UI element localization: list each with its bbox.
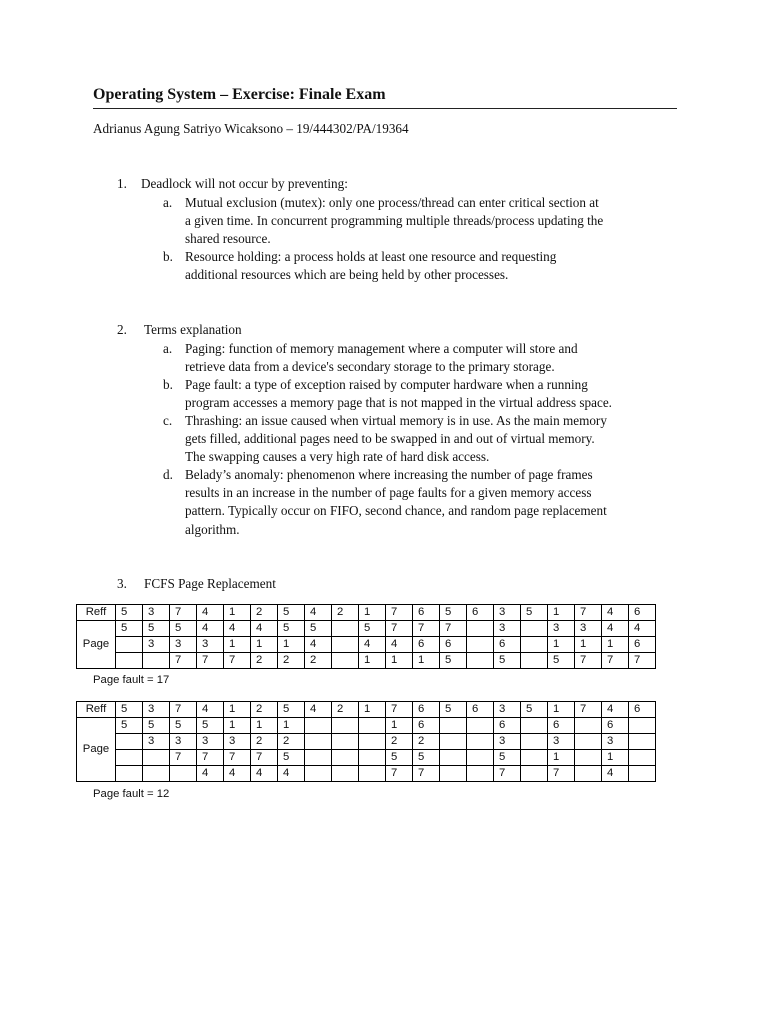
reference-cell: 1 xyxy=(359,702,386,718)
frame-cell: 6 xyxy=(440,637,467,653)
frame-cell: 7 xyxy=(170,750,197,766)
reference-row xyxy=(77,605,656,621)
item-text-line: results in an increase in the number of page faults for a given memory access xyxy=(185,485,592,501)
fcfs-table-4-frames xyxy=(76,701,656,782)
frame-cell: 1 xyxy=(413,653,440,669)
frame-cell xyxy=(332,766,359,782)
frame-cell: 7 xyxy=(413,766,440,782)
item-label: b. xyxy=(163,377,173,392)
frame-cell: 6 xyxy=(548,718,575,734)
fcfs-table-3-frames xyxy=(76,604,656,669)
frame-cell: 6 xyxy=(413,718,440,734)
frame-cell xyxy=(467,750,494,766)
frame-cell: 4 xyxy=(602,766,629,782)
frame-cell: 5 xyxy=(170,621,197,637)
frame-cell xyxy=(359,718,386,734)
frame-cell: 4 xyxy=(629,621,656,637)
reference-cell: 4 xyxy=(305,702,332,718)
q2-heading-text: Terms explanation xyxy=(144,322,242,337)
reference-cell: 4 xyxy=(305,605,332,621)
item-text-line: Resource holding: a process holds at least one resource and requesting xyxy=(185,249,557,264)
reference-cell: 7 xyxy=(170,605,197,621)
frame-cell: 6 xyxy=(629,637,656,653)
frame-cell: 2 xyxy=(251,734,278,750)
frame-cell xyxy=(116,734,143,750)
frame-cell xyxy=(332,718,359,734)
item-text-line: gets filled, additional pages need to be swapped in and out of virtual memory. xyxy=(185,431,595,447)
frame-cell: 3 xyxy=(494,621,521,637)
frame-cell xyxy=(440,766,467,782)
frame-cell: 1 xyxy=(251,718,278,734)
q2-item-d xyxy=(163,466,675,539)
frame-cell: 5 xyxy=(278,621,305,637)
frame-cell xyxy=(359,750,386,766)
frame-cell: 2 xyxy=(251,653,278,669)
frame-cell: 3 xyxy=(548,734,575,750)
frame-cell: 6 xyxy=(494,718,521,734)
frame-cell: 3 xyxy=(575,621,602,637)
frame-cell xyxy=(305,734,332,750)
reference-cell: 5 xyxy=(116,702,143,718)
item-label: d. xyxy=(163,467,173,482)
frame-cell: 1 xyxy=(278,718,305,734)
frame-cell: 7 xyxy=(170,653,197,669)
frame-cell xyxy=(521,653,548,669)
frame-cell: 1 xyxy=(386,718,413,734)
frame-cell: 5 xyxy=(386,750,413,766)
reference-cell: 5 xyxy=(521,702,548,718)
frame-cell: 7 xyxy=(602,653,629,669)
frame-cell: 1 xyxy=(224,637,251,653)
reference-cell: 1 xyxy=(224,605,251,621)
frame-cell: 2 xyxy=(413,734,440,750)
frame-cell xyxy=(467,637,494,653)
reference-cell: 1 xyxy=(548,702,575,718)
frame-cell xyxy=(467,653,494,669)
frame-cell xyxy=(332,621,359,637)
item-text-line: Thrashing: an issue caused when virtual memory is in use. As the main memory xyxy=(185,413,607,428)
reference-cell: 1 xyxy=(548,605,575,621)
reference-cell: 6 xyxy=(413,702,440,718)
reference-cell: 4 xyxy=(602,605,629,621)
reference-cell: 6 xyxy=(629,702,656,718)
reference-cell: 4 xyxy=(602,702,629,718)
reference-cell: 3 xyxy=(494,702,521,718)
frame-cell: 5 xyxy=(116,621,143,637)
frame-row xyxy=(77,750,656,766)
page-fault-count-1: Page fault = 17 xyxy=(93,674,170,686)
reference-cell: 2 xyxy=(332,702,359,718)
frame-cell xyxy=(359,734,386,750)
q2-item-a xyxy=(163,340,675,376)
item-text-line: The swapping causes a very high rate of hard disk access. xyxy=(185,449,490,465)
q1-item-b xyxy=(163,248,675,284)
frame-cell: 5 xyxy=(305,621,332,637)
frame-cell: 7 xyxy=(575,653,602,669)
frame-cell: 7 xyxy=(224,750,251,766)
frame-cell: 6 xyxy=(494,637,521,653)
q2-number: 2. xyxy=(117,322,127,337)
reference-cell: 7 xyxy=(170,702,197,718)
item-label: a. xyxy=(163,195,173,210)
reff-label: Reff xyxy=(77,605,116,621)
reference-cell: 7 xyxy=(386,702,413,718)
frame-cell: 7 xyxy=(197,653,224,669)
frame-cell xyxy=(116,637,143,653)
reference-cell: 2 xyxy=(251,605,278,621)
frame-cell: 3 xyxy=(548,621,575,637)
page-title: Operating System – Exercise: Finale Exam xyxy=(93,86,386,103)
item-text-line: program accesses a memory page that is not mapped in the virtual address space. xyxy=(185,395,612,411)
frame-cell: 1 xyxy=(278,637,305,653)
page-fault-count-2: Page fault = 12 xyxy=(93,788,170,800)
frame-cell xyxy=(143,766,170,782)
frame-row xyxy=(77,637,656,653)
item-text-line: additional resources which are being held by other processes. xyxy=(185,267,509,283)
reference-cell: 6 xyxy=(467,605,494,621)
reference-cell: 7 xyxy=(575,605,602,621)
frame-cell xyxy=(521,718,548,734)
frame-cell: 7 xyxy=(629,653,656,669)
frame-cell xyxy=(440,718,467,734)
frame-row xyxy=(77,718,656,734)
frame-cell: 2 xyxy=(278,734,305,750)
author-line: Adrianus Agung Satriyo Wicaksono – 19/444302/PA/19364 xyxy=(93,121,409,136)
item-label: b. xyxy=(163,249,173,264)
reference-cell: 5 xyxy=(278,605,305,621)
frame-cell: 3 xyxy=(602,734,629,750)
frame-cell: 4 xyxy=(251,766,278,782)
frame-cell xyxy=(116,653,143,669)
frame-cell: 1 xyxy=(602,750,629,766)
frame-cell: 1 xyxy=(548,750,575,766)
frame-cell: 5 xyxy=(278,750,305,766)
frame-cell xyxy=(575,734,602,750)
frame-cell: 4 xyxy=(305,637,332,653)
frame-cell xyxy=(521,734,548,750)
frame-cell xyxy=(521,766,548,782)
frame-cell: 1 xyxy=(224,718,251,734)
frame-cell: 1 xyxy=(602,637,629,653)
frame-cell xyxy=(143,653,170,669)
item-label: c. xyxy=(163,413,173,428)
reference-cell: 1 xyxy=(359,605,386,621)
frame-cell: 4 xyxy=(197,766,224,782)
item-label: a. xyxy=(163,341,173,356)
frame-cell: 5 xyxy=(548,653,575,669)
item-text-line: Page fault: a type of exception raised by computer hardware when a running xyxy=(185,377,588,392)
frame-cell: 5 xyxy=(494,653,521,669)
item-text-line: retrieve data from a device's secondary storage to the primary storage. xyxy=(185,359,555,375)
reference-cell: 5 xyxy=(440,702,467,718)
q1-heading xyxy=(117,176,348,192)
frame-cell: 5 xyxy=(143,621,170,637)
q2-item-b xyxy=(163,376,675,412)
frame-cell xyxy=(521,750,548,766)
reference-cell: 3 xyxy=(143,702,170,718)
frame-cell: 1 xyxy=(575,637,602,653)
reference-cell: 6 xyxy=(467,702,494,718)
frame-cell xyxy=(575,718,602,734)
frame-cell: 5 xyxy=(170,718,197,734)
frame-cell: 4 xyxy=(251,621,278,637)
frame-cell: 4 xyxy=(278,766,305,782)
frame-cell: 5 xyxy=(494,750,521,766)
frame-cell: 7 xyxy=(224,653,251,669)
frame-cell xyxy=(359,766,386,782)
frame-cell: 7 xyxy=(548,766,575,782)
frame-cell xyxy=(467,734,494,750)
frame-cell: 4 xyxy=(359,637,386,653)
frame-cell: 6 xyxy=(602,718,629,734)
item-text-line: algorithm. xyxy=(185,521,240,537)
q1-item-a xyxy=(163,194,675,249)
frame-cell: 5 xyxy=(116,718,143,734)
q2-heading xyxy=(117,322,242,338)
frame-cell xyxy=(629,734,656,750)
frame-cell: 7 xyxy=(197,750,224,766)
frame-cell xyxy=(629,766,656,782)
frame-cell xyxy=(332,750,359,766)
frame-cell: 7 xyxy=(251,750,278,766)
q1-heading-text: Deadlock will not occur by preventing: xyxy=(141,176,348,191)
item-text-line: pattern. Typically occur on FIFO, second chance, and random page replacement xyxy=(185,503,607,519)
frame-cell: 1 xyxy=(251,637,278,653)
reff-label: Reff xyxy=(77,702,116,718)
frame-cell: 3 xyxy=(143,734,170,750)
reference-cell: 2 xyxy=(251,702,278,718)
frame-cell xyxy=(629,750,656,766)
q3-heading-text: FCFS Page Replacement xyxy=(144,576,276,591)
frame-cell xyxy=(440,734,467,750)
frame-cell xyxy=(116,750,143,766)
reference-cell: 6 xyxy=(629,605,656,621)
frame-cell xyxy=(332,653,359,669)
frame-row xyxy=(77,621,656,637)
frame-cell: 2 xyxy=(278,653,305,669)
frame-row xyxy=(77,766,656,782)
frame-cell: 3 xyxy=(197,637,224,653)
reference-cell: 5 xyxy=(278,702,305,718)
reference-cell: 2 xyxy=(332,605,359,621)
frame-cell xyxy=(305,750,332,766)
frame-cell: 2 xyxy=(386,734,413,750)
reference-cell: 3 xyxy=(494,605,521,621)
frame-cell: 7 xyxy=(494,766,521,782)
frame-cell: 4 xyxy=(224,766,251,782)
reference-cell: 4 xyxy=(197,605,224,621)
frame-cell xyxy=(116,766,143,782)
frame-cell xyxy=(467,718,494,734)
frame-cell xyxy=(332,734,359,750)
frame-cell: 1 xyxy=(548,637,575,653)
frame-cell: 7 xyxy=(413,621,440,637)
frame-cell xyxy=(332,637,359,653)
frame-cell: 7 xyxy=(386,766,413,782)
reference-cell: 7 xyxy=(575,702,602,718)
frame-cell: 4 xyxy=(197,621,224,637)
frame-cell: 7 xyxy=(440,621,467,637)
q3-heading xyxy=(117,576,276,592)
q2-item-c xyxy=(163,412,675,467)
frame-row xyxy=(77,653,656,669)
frame-cell xyxy=(521,637,548,653)
q3-number: 3. xyxy=(117,576,127,591)
reference-cell: 5 xyxy=(440,605,467,621)
frame-cell: 4 xyxy=(602,621,629,637)
frame-cell: 5 xyxy=(359,621,386,637)
frame-cell xyxy=(143,750,170,766)
frame-cell xyxy=(305,718,332,734)
frame-cell: 3 xyxy=(197,734,224,750)
frame-cell: 1 xyxy=(386,653,413,669)
reference-cell: 3 xyxy=(143,605,170,621)
frame-cell: 3 xyxy=(170,734,197,750)
frame-cell: 3 xyxy=(224,734,251,750)
reference-cell: 1 xyxy=(224,702,251,718)
frame-row xyxy=(77,734,656,750)
frame-cell xyxy=(629,718,656,734)
frame-cell: 3 xyxy=(143,637,170,653)
frame-cell xyxy=(575,766,602,782)
reference-cell: 6 xyxy=(413,605,440,621)
title-divider xyxy=(93,108,677,109)
frame-cell xyxy=(467,766,494,782)
frame-cell: 3 xyxy=(494,734,521,750)
frame-cell xyxy=(575,750,602,766)
frame-cell xyxy=(170,766,197,782)
frame-cell: 5 xyxy=(440,653,467,669)
item-text-line: a given time. In concurrent programming multiple threads/process updating the xyxy=(185,213,604,229)
reference-cell: 4 xyxy=(197,702,224,718)
item-text-line: Paging: function of memory management where a computer will store and xyxy=(185,341,578,356)
frame-cell: 6 xyxy=(413,637,440,653)
frame-cell: 5 xyxy=(197,718,224,734)
frame-cell xyxy=(467,621,494,637)
reference-cell: 7 xyxy=(386,605,413,621)
item-text-line: Mutual exclusion (mutex): only one process/thread can enter critical section at xyxy=(185,195,599,210)
frame-cell: 7 xyxy=(386,621,413,637)
frame-cell: 1 xyxy=(359,653,386,669)
reference-cell: 5 xyxy=(521,605,548,621)
page-label: Page xyxy=(77,621,116,669)
q1-number: 1. xyxy=(117,176,127,191)
frame-cell xyxy=(440,750,467,766)
item-text-line: Belady’s anomaly: phenomenon where increasing the number of page frames xyxy=(185,467,593,482)
frame-cell: 5 xyxy=(413,750,440,766)
frame-cell: 2 xyxy=(305,653,332,669)
frame-cell: 3 xyxy=(170,637,197,653)
frame-cell xyxy=(305,766,332,782)
page-label: Page xyxy=(77,718,116,782)
frame-cell xyxy=(521,621,548,637)
reference-cell: 5 xyxy=(116,605,143,621)
reference-row xyxy=(77,702,656,718)
item-text-line: shared resource. xyxy=(185,231,271,247)
frame-cell: 4 xyxy=(386,637,413,653)
frame-cell: 5 xyxy=(143,718,170,734)
frame-cell: 4 xyxy=(224,621,251,637)
